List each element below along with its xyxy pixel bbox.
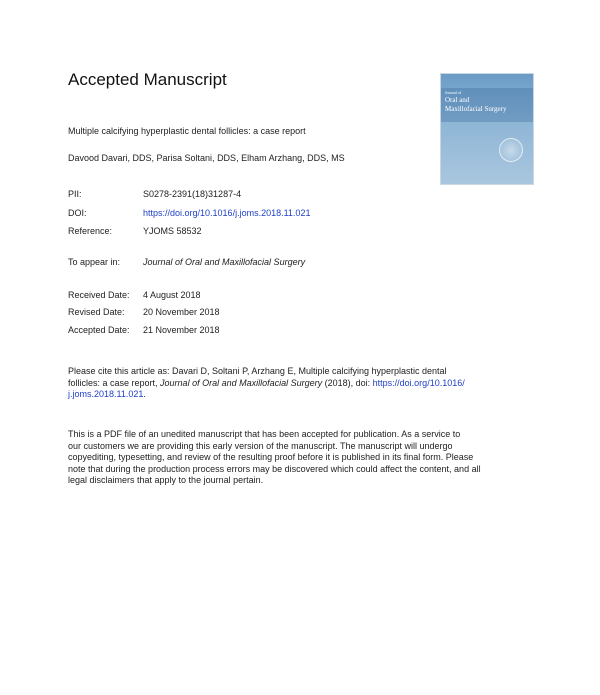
disclaimer-line: legal disclaimers that apply to the journal pertain.: [68, 475, 264, 485]
citation-line-2: [68, 378, 530, 390]
doi-link[interactable]: https://doi.org/10.1016/j.joms.2018.11.021: [143, 208, 311, 218]
article-title: Multiple calcifying hyperplastic dental follicles: a case report: [68, 126, 306, 136]
reference-label: Reference:: [68, 226, 113, 236]
reference-value: YJOMS 58532: [143, 226, 202, 236]
cover-title-line-2: Oral and: [445, 96, 470, 104]
cover-title-line-1: Journal of: [445, 90, 462, 95]
received-date-label: Received Date:: [68, 290, 130, 300]
disclaimer-line: This is a PDF file of an unedited manuscript that has been accepted for publication. As a service to: [68, 429, 461, 439]
revised-date-label: Revised Date:: [68, 307, 125, 317]
disclaimer-paragraph: [68, 429, 530, 487]
citation-doi-link[interactable]: https://doi.org/10.1016/: [372, 377, 465, 388]
journal-name: Journal of Oral and Maxillofacial Surgery: [143, 257, 306, 267]
disclaimer-line: our customers we are providing this early version of the manuscript. The manuscript will undergo: [68, 440, 453, 451]
citation-text: .: [143, 389, 146, 399]
journal-cover-image: [441, 74, 533, 184]
cover-emblem-icon: [499, 138, 523, 162]
received-date-value: 4 August 2018: [143, 290, 201, 300]
disclaimer-line: copyediting, typesetting, and review of the resulting proof before it is published in its final form. Please: [68, 452, 474, 462]
page-heading: Accepted Manuscript: [68, 70, 227, 89]
pii-value: S0278-2391(18)31287-4: [143, 189, 242, 199]
cover-title-line-3: Maxillofacial Surgery: [445, 105, 507, 113]
pii-label: PII:: [68, 189, 82, 199]
citation-doi-link-continued[interactable]: j.joms.2018.11.021: [68, 389, 144, 399]
author-list: Davood Davari, DDS, Parisa Soltani, DDS, Elham Arzhang, DDS, MS: [68, 153, 345, 163]
doi-label: DOI:: [68, 208, 87, 218]
disclaimer-line: note that during the production process errors may be discovered which could affect the content, and all: [68, 463, 481, 474]
citation-line-3: [68, 389, 530, 401]
citation-text: (2018), doi:: [322, 377, 373, 388]
citation-line-1: Please cite this article as: Davari D, Soltani P, Arzhang E, Multiple calcifying hyperplastic dental: [68, 366, 447, 376]
accepted-date-value: 21 November 2018: [143, 325, 220, 335]
citation-paragraph: [68, 366, 530, 401]
citation-text: follicles: a case report,: [68, 377, 161, 388]
revised-date-value: 20 November 2018: [143, 307, 220, 317]
citation-journal: Journal of Oral and Maxillofacial Surgery: [160, 377, 323, 388]
appear-in-label: To appear in:: [68, 257, 121, 267]
accepted-date-label: Accepted Date:: [68, 325, 130, 335]
